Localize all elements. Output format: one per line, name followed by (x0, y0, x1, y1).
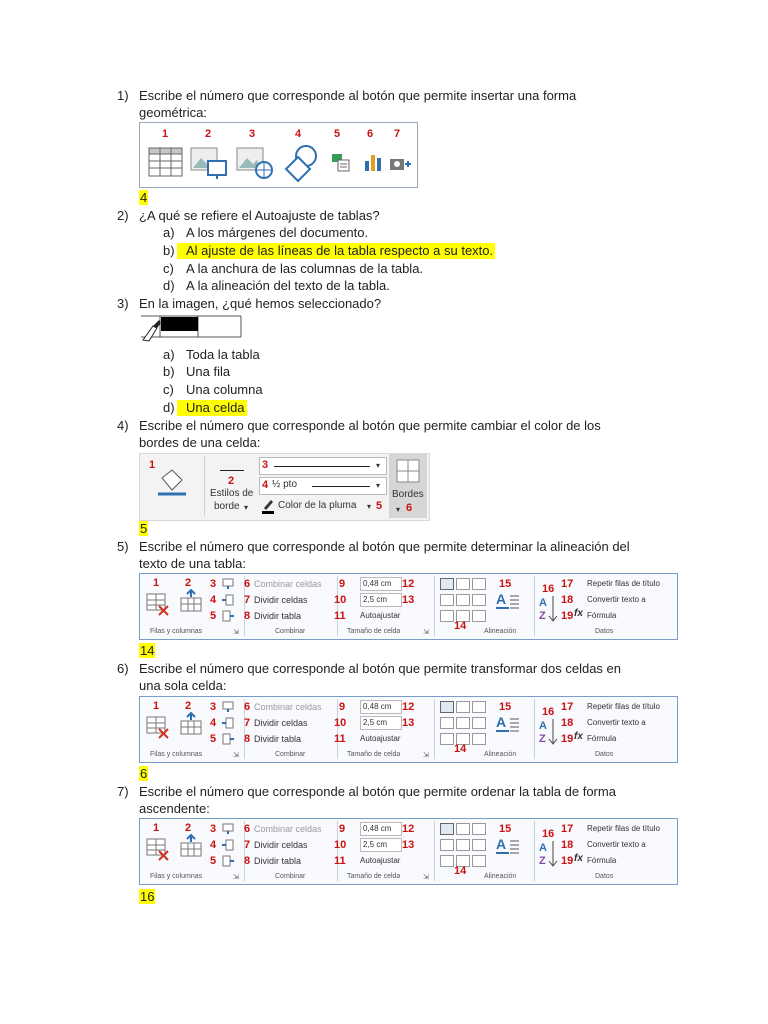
svg-text:Z: Z (539, 855, 546, 867)
toolbar-number: 4 (295, 128, 302, 140)
split-table-button[interactable]: Dividir tabla (254, 734, 302, 744)
insert-below-icon (222, 701, 234, 713)
borders-button[interactable] (389, 454, 427, 518)
row-height-input[interactable] (360, 700, 402, 714)
column-width-input[interactable] (360, 838, 402, 852)
line-style-dropdown[interactable] (259, 457, 387, 475)
toolbar-number: 2 (205, 128, 212, 140)
q4-text-line1: Escribe el número que corresponde al botón que permite cambiar el color de los (139, 418, 601, 433)
group-label: Datos (595, 751, 614, 758)
ribbon-number: 10 (334, 839, 347, 851)
text-direction-icon (495, 713, 521, 737)
pictures-icon (190, 145, 230, 181)
insert-above-icon (179, 712, 203, 736)
row-height-value: 0,48 cm (363, 579, 392, 588)
group-label: Datos (595, 873, 614, 880)
align-top-right-button[interactable] (472, 823, 486, 835)
ribbon-number: 17 (561, 701, 574, 713)
q7-text-line1: Escribe el número que corresponde al botón que permite ordenar la tabla de forma (139, 784, 616, 799)
row-height-input[interactable] (360, 822, 402, 836)
q2-option-letter: b) (163, 243, 175, 258)
q6-number: 6) (117, 661, 129, 676)
launcher-icon: ⇲ (233, 752, 239, 759)
ribbon-number: 8 (244, 855, 251, 867)
insert-toolbar-image (139, 122, 418, 188)
svg-text:A: A (539, 597, 547, 609)
q1-answer: 4 (140, 190, 148, 205)
sort-icon (538, 839, 558, 869)
insert-right-icon (222, 733, 234, 745)
ribbon-number: 13 (402, 717, 415, 729)
q3-option-c: Una columna (186, 382, 263, 397)
formula-button[interactable]: Fórmula (587, 856, 617, 865)
toolbar-number: 1 (162, 128, 169, 140)
ribbon-number: 16 (542, 706, 555, 718)
selected-cell-image (139, 312, 243, 342)
q6-text-line2: una sola celda: (139, 678, 227, 693)
align-middle-center-button[interactable] (456, 717, 470, 729)
align-bottom-right-button[interactable] (472, 855, 486, 867)
q6-text-line1: Escribe el número que corresponde al botón que permite transformar dos celdas en (139, 661, 621, 676)
q3-option-letter: b) (163, 364, 175, 379)
ribbon-number: 4 (210, 839, 217, 851)
ribbon-number: 1 (153, 577, 160, 589)
ribbon-number: 7 (244, 594, 251, 606)
toolbar-number: 4 (262, 479, 269, 491)
q3-option-letter: d) (163, 400, 175, 415)
text-direction-icon (495, 590, 521, 614)
toolbar-number: 3 (249, 128, 256, 140)
group-label: Tamaño de celda (347, 751, 401, 758)
launcher-icon: ⇲ (423, 629, 429, 636)
q3-option-letter: a) (163, 347, 175, 362)
svg-text:Z: Z (539, 610, 546, 622)
q2-text: ¿A qué se refiere el Autoajuste de tablas? (139, 208, 380, 223)
ribbon-number: 18 (561, 839, 574, 851)
convert-to-text-button[interactable]: Convertir texto a (587, 595, 646, 604)
toolbar-number: 5 (376, 500, 383, 512)
ribbon-number: 3 (210, 578, 217, 590)
column-width-input[interactable] (360, 593, 402, 607)
ribbon-number: 12 (402, 701, 415, 713)
q7-answer: 16 (140, 889, 155, 904)
convert-to-text-button[interactable]: Convertir texto a (587, 718, 646, 727)
q3-option-letter: c) (163, 382, 174, 397)
insert-left-icon (222, 594, 234, 606)
ribbon-number: 2 (185, 700, 192, 712)
formula-button[interactable]: Fórmula (587, 734, 617, 743)
column-width-value: 2,5 cm (363, 595, 388, 604)
q5-number: 5) (117, 539, 129, 554)
ribbon-number: 6 (244, 823, 251, 835)
align-middle-left-button[interactable] (440, 594, 454, 606)
align-top-left-button[interactable] (440, 578, 454, 590)
ribbon-number: 8 (244, 610, 251, 622)
q5-answer: 14 (140, 643, 155, 658)
ribbon-number: 15 (499, 823, 512, 835)
group-label: Alineación (484, 873, 517, 880)
column-width-input[interactable] (360, 716, 402, 730)
group-label: Combinar (275, 751, 306, 758)
ribbon-number: 12 (402, 823, 415, 835)
svg-text:A: A (496, 591, 507, 607)
ribbon-number: 14 (454, 865, 467, 877)
borders-icon (396, 459, 420, 483)
ribbon-number: 5 (210, 610, 217, 622)
borde-label: borde (214, 501, 240, 512)
group-label: Alineación (484, 628, 517, 635)
launcher-icon: ⇲ (423, 874, 429, 881)
ribbon-number: 3 (210, 823, 217, 835)
chevron-down-icon: ▾ (244, 503, 249, 512)
ribbon-number: 9 (339, 578, 346, 590)
group-label: Datos (595, 628, 614, 635)
group-label: Alineación (484, 751, 517, 758)
ribbon-number: 1 (153, 822, 160, 834)
group-label: Filas y columnas (150, 873, 203, 880)
group-label: Filas y columnas (150, 751, 203, 758)
ribbon-number: 6 (244, 701, 251, 713)
launcher-icon: ⇲ (423, 752, 429, 759)
q4-answer: 5 (140, 521, 148, 536)
ribbon-number: 6 (244, 578, 251, 590)
merge-cells-button[interactable]: Combinar celdas (254, 579, 322, 589)
align-middle-right-button[interactable] (472, 717, 486, 729)
table-icon (148, 145, 184, 179)
delete-table-icon (146, 591, 170, 617)
repeat-header-rows-button[interactable]: Repetir filas de título (587, 579, 660, 588)
insert-left-icon (222, 717, 234, 729)
ribbon-number: 19 (561, 610, 574, 622)
group-label: Tamaño de celda (347, 873, 401, 880)
q3-number: 3) (117, 296, 129, 311)
ribbon-number: 2 (185, 577, 192, 589)
ribbon-number: 17 (561, 578, 574, 590)
q5-text-line1: Escribe el número que corresponde al botón que permite determinar la alineación del (139, 539, 630, 554)
ribbon-number: 9 (339, 823, 346, 835)
online-pictures-icon (236, 145, 276, 181)
shapes-icon (282, 143, 322, 183)
q2-option-b-correct: Al ajuste de las líneas de la tabla respecto a su texto. (177, 243, 495, 259)
ribbon-number: 1 (153, 700, 160, 712)
chevron-down-icon: ▾ (396, 505, 401, 514)
alignment-grid (440, 823, 488, 869)
ribbon-number: 7 (244, 839, 251, 851)
ribbon-number: 15 (499, 578, 512, 590)
align-middle-center-button[interactable] (456, 594, 470, 606)
shading-icon (156, 468, 188, 498)
q3-option-d-correct: Una celda (177, 400, 247, 416)
chevron-down-icon: ▾ (367, 502, 372, 511)
chart-icon (363, 151, 383, 173)
column-width-value: 2,5 cm (363, 718, 388, 727)
sort-icon (538, 717, 558, 747)
estilos-label: Estilos de (210, 488, 254, 499)
pen-color-button[interactable] (259, 497, 385, 515)
toolbar-number: 6 (367, 128, 374, 140)
toolbar-number: 3 (262, 459, 269, 471)
split-cells-button[interactable]: Dividir celdas (254, 840, 308, 850)
ribbon-number: 4 (210, 594, 217, 606)
align-middle-left-button[interactable] (440, 717, 454, 729)
q1-text-line1: Escribe el número que corresponde al botón que permite insertar una forma (139, 88, 577, 103)
split-table-button[interactable]: Dividir tabla (254, 856, 302, 866)
align-bottom-left-button[interactable] (440, 733, 454, 745)
align-top-center-button[interactable] (456, 701, 470, 713)
ribbon-number: 14 (454, 743, 467, 755)
q4-number: 4) (117, 418, 129, 433)
ribbon-number: 7 (244, 717, 251, 729)
table-layout-ribbon (139, 818, 678, 885)
delete-table-icon (146, 714, 170, 740)
insert-above-icon (179, 589, 203, 613)
merge-cells-button[interactable]: Combinar celdas (254, 702, 322, 712)
toolbar-number: 1 (149, 459, 156, 471)
align-bottom-left-button[interactable] (440, 610, 454, 622)
ribbon-number: 10 (334, 594, 347, 606)
row-height-value: 0,48 cm (363, 702, 392, 711)
svg-text:A: A (539, 720, 547, 732)
align-middle-right-button[interactable] (472, 839, 486, 851)
launcher-icon: ⇲ (233, 874, 239, 881)
align-top-left-button[interactable] (440, 701, 454, 713)
ribbon-number: 2 (185, 822, 192, 834)
q6-answer: 6 (140, 766, 148, 781)
align-top-center-button[interactable] (456, 578, 470, 590)
insert-right-icon (222, 610, 234, 622)
q4-text-line2: bordes de una celda: (139, 435, 261, 450)
ribbon-number: 13 (402, 594, 415, 606)
screenshot-icon (388, 151, 412, 173)
repeat-header-rows-button[interactable]: Repetir filas de título (587, 824, 660, 833)
q2-option-d: A la alineación del texto de la tabla. (186, 278, 390, 293)
delete-table-icon (146, 836, 170, 862)
align-bottom-right-button[interactable] (472, 610, 486, 622)
ribbon-number: 11 (334, 733, 346, 745)
merge-cells-button[interactable]: Combinar celdas (254, 824, 322, 834)
align-bottom-left-button[interactable] (440, 855, 454, 867)
ribbon-number: 12 (402, 578, 415, 590)
svg-text:A: A (496, 714, 507, 730)
q7-number: 7) (117, 784, 129, 799)
q7-text-line2: ascendente: (139, 801, 210, 816)
toolbar-number: 6 (406, 502, 413, 514)
align-middle-left-button[interactable] (440, 839, 454, 851)
smartart-icon (330, 151, 352, 175)
ribbon-number: 11 (334, 610, 346, 622)
q3-option-a: Toda la tabla (186, 347, 260, 362)
ribbon-number: 9 (339, 701, 346, 713)
align-top-left-button[interactable] (440, 823, 454, 835)
svg-text:A: A (496, 836, 507, 852)
ribbon-number: 4 (210, 717, 217, 729)
q3-text: En la imagen, ¿qué hemos seleccionado? (139, 296, 382, 311)
ribbon-number: 10 (334, 717, 347, 729)
split-cells-button[interactable]: Dividir celdas (254, 718, 308, 728)
text-direction-icon (495, 835, 521, 859)
align-bottom-right-button[interactable] (472, 733, 486, 745)
ribbon-number: 18 (561, 594, 574, 606)
row-height-input[interactable] (360, 577, 402, 591)
chevron-down-icon: ▾ (376, 461, 381, 470)
ribbon-number: 17 (561, 823, 574, 835)
alignment-grid (440, 578, 488, 624)
autofit-button[interactable]: Autoajustar (360, 611, 401, 620)
align-middle-center-button[interactable] (456, 839, 470, 851)
autofit-button[interactable]: Autoajustar (360, 856, 401, 865)
group-label: Combinar (275, 873, 306, 880)
insert-left-icon (222, 839, 234, 851)
svg-text:A: A (539, 842, 547, 854)
borders-label: Bordes (392, 489, 424, 500)
launcher-icon: ⇲ (233, 629, 239, 636)
ribbon-number: 19 (561, 855, 574, 867)
chevron-down-icon: ▾ (376, 481, 381, 490)
autofit-button[interactable]: Autoajustar (360, 734, 401, 743)
ribbon-number: 5 (210, 733, 217, 745)
split-cells-button[interactable]: Dividir celdas (254, 595, 308, 605)
q1-text-line2: geométrica: (139, 105, 207, 120)
group-label: Filas y columnas (150, 628, 203, 635)
align-top-right-button[interactable] (472, 701, 486, 713)
q3-option-b: Una fila (186, 364, 231, 379)
repeat-header-rows-button[interactable]: Repetir filas de título (587, 702, 660, 711)
ribbon-number: 8 (244, 733, 251, 745)
ribbon-number: 19 (561, 733, 574, 745)
table-layout-ribbon (139, 573, 678, 640)
alignment-grid (440, 701, 488, 747)
sort-icon (538, 594, 558, 624)
svg-text:Z: Z (539, 733, 546, 745)
q2-option-letter: c) (163, 261, 174, 276)
ribbon-number: 16 (542, 828, 555, 840)
align-top-right-button[interactable] (472, 578, 486, 590)
table-layout-ribbon (139, 696, 678, 763)
insert-above-icon (179, 834, 203, 858)
formula-icon: fx (574, 608, 583, 619)
q5-text-line2: texto de una tabla: (139, 556, 246, 571)
ribbon-number: 15 (499, 701, 512, 713)
borders-toolbar-image (139, 453, 430, 521)
q2-number: 2) (117, 208, 129, 223)
q2-option-letter: d) (163, 278, 175, 293)
group-label: Combinar (275, 628, 306, 635)
ribbon-number: 18 (561, 717, 574, 729)
formula-icon: fx (574, 853, 583, 864)
pen-icon (261, 498, 275, 514)
toolbar-number: 7 (394, 128, 401, 140)
insert-right-icon (222, 855, 234, 867)
q2-option-letter: a) (163, 225, 175, 240)
ribbon-number: 13 (402, 839, 415, 851)
column-width-value: 2,5 cm (363, 840, 388, 849)
formula-button[interactable]: Fórmula (587, 611, 617, 620)
pen-color-label: Color de la pluma (278, 500, 357, 511)
line-weight-value: ½ pto (272, 479, 298, 490)
line-weight-dropdown[interactable] (259, 477, 387, 495)
insert-below-icon (222, 823, 234, 835)
ribbon-number: 16 (542, 583, 555, 595)
q2-option-c: A la anchura de las columnas de la tabla. (186, 261, 424, 276)
convert-to-text-button[interactable]: Convertir texto a (587, 840, 646, 849)
align-middle-right-button[interactable] (472, 594, 486, 606)
formula-icon: fx (574, 731, 583, 742)
split-table-button[interactable]: Dividir tabla (254, 611, 302, 621)
toolbar-number: 5 (334, 128, 341, 140)
insert-below-icon (222, 578, 234, 590)
ribbon-number: 11 (334, 855, 346, 867)
align-top-center-button[interactable] (456, 823, 470, 835)
q1-number: 1) (117, 88, 129, 103)
group-label: Tamaño de celda (347, 628, 401, 635)
q2-option-a: A los márgenes del documento. (186, 225, 369, 240)
ribbon-number: 14 (454, 620, 467, 632)
toolbar-number: 2 (228, 475, 235, 487)
ribbon-number: 3 (210, 701, 217, 713)
ribbon-number: 5 (210, 855, 217, 867)
row-height-value: 0,48 cm (363, 824, 392, 833)
